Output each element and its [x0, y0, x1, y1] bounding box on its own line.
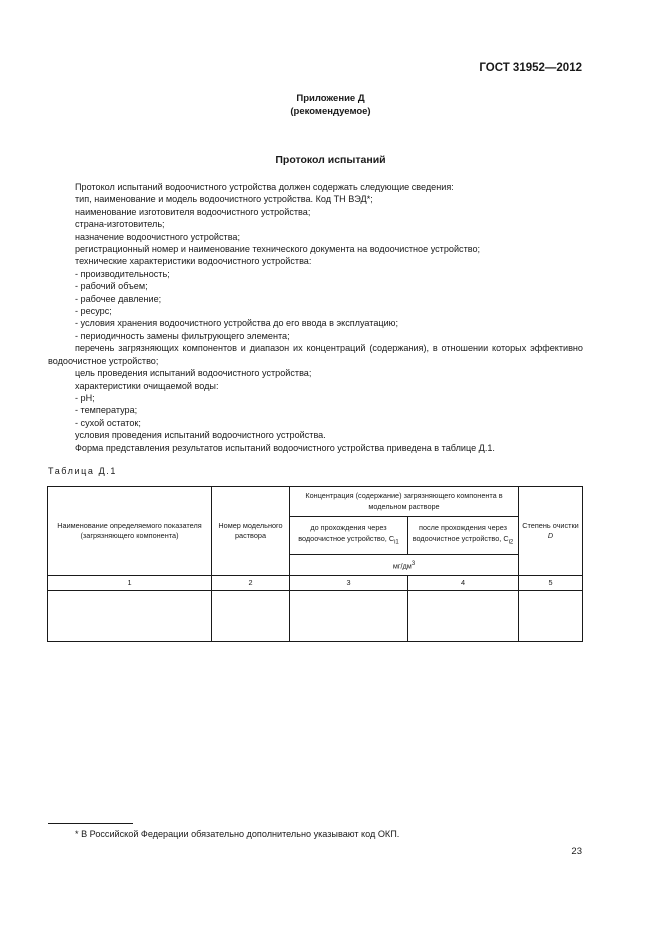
- body-line: - рабочий объем;: [75, 281, 148, 292]
- header-after-passage: [408, 517, 519, 555]
- body-line: технические характеристики водоочистного устройства:: [75, 256, 312, 267]
- header-before-passage: [290, 517, 408, 555]
- body-line: наименование изготовителя водоочистного устройства;: [75, 206, 311, 217]
- purification-degree-label: Степень очистки: [522, 520, 579, 530]
- body-line: тип, наименование и модель водоочистного устройства. Код ТН ВЭД*;: [75, 194, 373, 205]
- body-line: условия проведения испытаний водоочистного устройства.: [75, 430, 326, 441]
- body-line: назначение водоочистного устройства;: [75, 231, 241, 242]
- body-line: - pH;: [75, 392, 95, 403]
- column-number: 3: [290, 576, 408, 591]
- body-line: - ресурс;: [75, 306, 112, 317]
- body-line: характеристики очищаемой воды:: [75, 380, 219, 391]
- page-number: 23: [571, 846, 582, 857]
- standard-number: ГОСТ 31952—2012: [479, 62, 582, 74]
- unit-text: мг/дм: [392, 560, 412, 570]
- body-line: перечень загрязняющих компонентов и диапазон их концентраций (содержания), в отношении которых эффективно водоочистное устройство;: [48, 343, 583, 366]
- column-number: 2: [212, 576, 290, 591]
- body-line: цель проведения испытаний водоочистного устройства;: [75, 368, 312, 379]
- header-unit: [290, 555, 519, 576]
- body-line: - периодичность замены фильтрующего элемента;: [75, 330, 290, 341]
- header-concentration: Концентрация (содержание) загрязняющего компонента в модельном растворе: [290, 487, 519, 517]
- table-caption: Таблица Д.1: [48, 466, 117, 476]
- body-line: - условия хранения водоочистного устройства до его ввода в эксплуатацию;: [75, 318, 399, 329]
- header-indicator: Наименование определяемого показателя (загрязняющего компонента): [48, 487, 212, 576]
- body-text: [48, 181, 583, 454]
- header-after-text: после прохождения через водоочистное устройство, C: [412, 523, 509, 543]
- table-empty-row: [48, 591, 583, 642]
- header-before-text: до прохождения через водоочистное устройство, C: [298, 523, 395, 543]
- table-cell: [212, 591, 290, 642]
- body-line: Протокол испытаний водоочистного устройства должен содержать следующие сведения:: [75, 182, 454, 192]
- column-number: 5: [519, 576, 583, 591]
- table-cell: [408, 591, 519, 642]
- column-number: 4: [408, 576, 519, 591]
- body-line: страна-изготовитель;: [75, 219, 165, 230]
- table-cell: [519, 591, 583, 642]
- body-line: - производительность;: [75, 268, 170, 279]
- purification-degree-symbol: D: [547, 531, 554, 540]
- table-header-row: [48, 487, 583, 517]
- appendix-title: Приложение Д: [296, 93, 365, 104]
- body-line: регистрационный номер и наименование технического документа на водоочистное устройство;: [75, 244, 481, 255]
- body-line: - рабочее давление;: [75, 293, 162, 304]
- header-purification-degree: [519, 487, 583, 576]
- table-number-row: [48, 576, 583, 591]
- footnote-rule: [48, 823, 133, 824]
- column-number: 1: [48, 576, 212, 591]
- results-table: [47, 486, 583, 642]
- footnote: * В Российской Федерации обязательно дополнительно указывают код ОКП.: [75, 829, 400, 839]
- appendix-heading: [0, 92, 661, 118]
- body-line: - температура;: [75, 405, 138, 416]
- table-cell: [290, 591, 408, 642]
- header-after-subscript: i2: [508, 539, 514, 546]
- header-before-subscript: i1: [394, 539, 399, 546]
- appendix-note: (рекомендуемое): [290, 106, 371, 117]
- unit-superscript: 3: [411, 560, 416, 567]
- body-line: - сухой остаток;: [75, 417, 141, 428]
- table-cell: [48, 591, 212, 642]
- section-title: Протокол испытаний: [275, 154, 386, 166]
- header-solution-number: Номер модельного раствора: [212, 487, 290, 576]
- body-line: Форма представления результатов испытаний водоочистного устройства приведена в таблице Д.1.: [75, 442, 495, 453]
